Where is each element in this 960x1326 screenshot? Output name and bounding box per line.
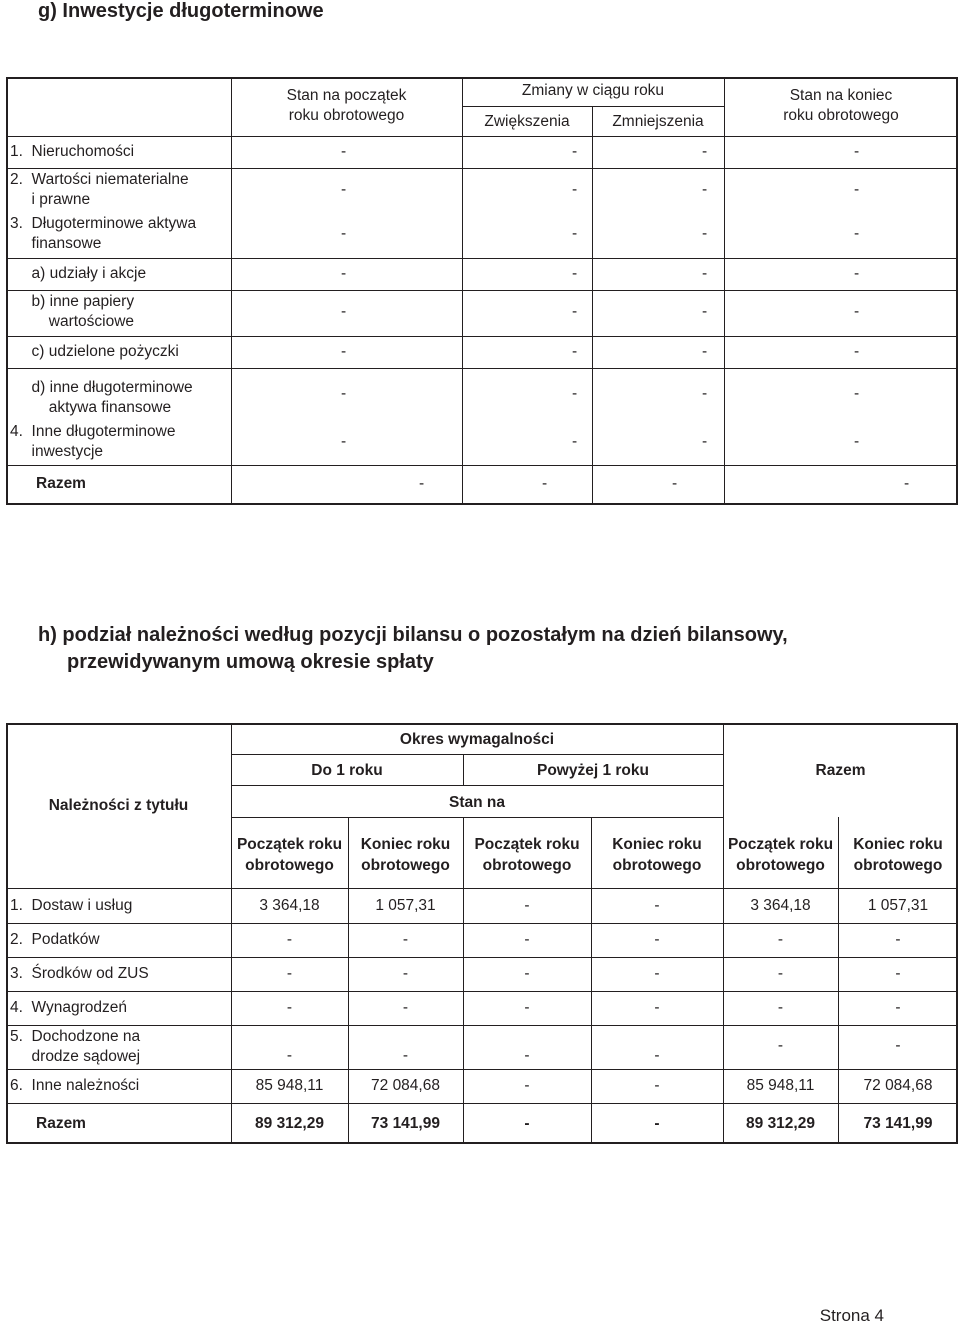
h-period-header [591, 834, 723, 876]
g-row-label [10, 170, 230, 210]
h-row-label [10, 930, 230, 950]
h-cell-value: - [524, 1047, 530, 1064]
g-cell-value: - [702, 181, 708, 198]
g-cell-value: - [702, 143, 708, 160]
g-cell-value: - [341, 225, 347, 242]
h-cell-value: 1 057,31 [867, 897, 929, 914]
g-cell-value: - [572, 143, 578, 160]
g-row-label [10, 378, 230, 418]
h-period-header-line: obrotowego [361, 857, 450, 874]
h-cell-value: - [654, 1077, 660, 1094]
h-row-label-line: drodze sądowej [10, 1048, 141, 1065]
h-period-header-line: Koniec roku [853, 836, 943, 853]
h-period-header-line: Koniec roku [612, 836, 702, 853]
g-row-label-line: b) inne papiery [10, 293, 135, 310]
g-cell-value: - [572, 343, 578, 360]
h-cell-value: - [654, 1047, 660, 1064]
g-total-value: - [672, 475, 678, 492]
h-row-label-line: 6. Inne należności [10, 1077, 140, 1094]
g-cell-value: - [854, 265, 860, 282]
h-period-header-line: Początek roku [236, 836, 343, 853]
h-period-header [231, 834, 348, 876]
g-row-label-line: 1. Nieruchomości [10, 143, 135, 160]
g-row-label-line: i prawne [10, 191, 91, 208]
h-row-label-line: 5. Dochodzone na [10, 1028, 141, 1045]
g-row-label-line: 4. Inne długoterminowe [10, 423, 176, 440]
g-cell-value: - [572, 303, 578, 320]
h-cell-value: - [777, 965, 784, 982]
g-total-value: - [904, 475, 910, 492]
g-cell-value: - [854, 303, 860, 320]
header-state-as-of: Stan na [449, 794, 505, 811]
h-cell-value: - [524, 931, 530, 948]
g-total-value: - [419, 475, 425, 492]
g-row-label-line: a) udziały i akcje [10, 265, 147, 282]
h-period-header-line: Początek roku [474, 836, 580, 853]
h-cell-value: - [654, 965, 660, 982]
header-changes-during-year: Zmiany w ciągu roku [521, 82, 665, 99]
h-cell-value: - [402, 999, 409, 1016]
g-row-label [10, 292, 230, 332]
h-cell-value: - [654, 931, 660, 948]
h-cell-value: - [286, 965, 293, 982]
h-cell-value: 85 948,11 [255, 1077, 324, 1094]
g-cell-value: - [341, 343, 347, 360]
g-cell-value: - [341, 265, 347, 282]
g-cell-value: - [854, 143, 860, 160]
g-row-label [10, 214, 230, 254]
section-h-title-line2: przewidywanym umową okresie spłaty [67, 651, 434, 673]
h-total-label: Razem [36, 1115, 86, 1132]
g-cell-value: - [341, 433, 347, 450]
page-number: Strona 4 [819, 1306, 884, 1325]
h-period-header [348, 834, 463, 876]
header-total: Razem [815, 762, 866, 779]
g-row-label-line: c) udzielone pożyczki [10, 343, 179, 360]
g-cell-value: - [341, 143, 347, 160]
section-g-title: g) Inwestycje długoterminowe [38, 0, 324, 22]
g-row-label [10, 142, 230, 162]
g-cell-value: - [702, 385, 708, 402]
h-period-header [723, 834, 838, 876]
g-cell-value: - [854, 181, 860, 198]
h-row-label [10, 896, 230, 916]
g-row-label [10, 422, 230, 462]
g-cell-value: - [572, 265, 578, 282]
h-cell-value: - [524, 965, 530, 982]
g-row-label-line: 3. Długoterminowe aktywa [10, 215, 197, 232]
g-cell-value: - [341, 181, 347, 198]
g-row-label-line: aktywa finansowe [10, 399, 172, 416]
g-row-label-line: finansowe [10, 235, 102, 252]
g-total-value: - [542, 475, 548, 492]
h-total-value: 89 312,29 [255, 1115, 324, 1132]
h-cell-value: 3 364,18 [750, 897, 811, 914]
g-cell-value: - [341, 303, 347, 320]
header-receivables-from: Należności z tytułu [48, 797, 189, 814]
h-cell-value: - [777, 1037, 784, 1054]
h-period-header-line: obrotowego [736, 857, 825, 874]
g-cell-value: - [854, 385, 860, 402]
g-cell-value: - [572, 225, 578, 242]
h-cell-value: - [402, 965, 409, 982]
header-end-of-year: Stan na koniec roku obrotowego [783, 87, 899, 124]
g-cell-value: - [702, 225, 708, 242]
h-cell-value: - [895, 931, 901, 948]
g-cell-value: - [702, 433, 708, 450]
h-cell-value: 3 364,18 [259, 897, 320, 914]
h-cell-value: - [286, 999, 293, 1016]
g-row-label [10, 342, 230, 362]
h-row-label [10, 964, 230, 984]
h-row-label-line: 3. Środków od ZUS [10, 965, 149, 982]
h-period-header-line: Początek roku [727, 836, 834, 853]
h-cell-value: - [524, 897, 530, 914]
g-cell-value: - [854, 343, 860, 360]
h-period-header-line: obrotowego [245, 857, 334, 874]
g-row-label-line: 2. Wartości niematerialne [10, 171, 189, 188]
h-cell-value: - [286, 1047, 293, 1064]
h-row-label-line: 2. Podatków [10, 931, 100, 948]
h-total-value: - [654, 1115, 660, 1132]
header-start-of-year: Stan na początek roku obrotowego [286, 87, 407, 124]
h-row-label [10, 998, 230, 1018]
h-cell-value: - [524, 999, 530, 1016]
g-cell-value: - [702, 303, 708, 320]
g-row-label-line: wartościowe [10, 313, 135, 330]
h-cell-value: 1 057,31 [375, 897, 436, 914]
h-row-label [10, 1076, 230, 1096]
header-up-to-1-year: Do 1 roku [311, 762, 383, 779]
g-cell-value: - [572, 181, 578, 198]
h-cell-value: 72 084,68 [863, 1077, 933, 1094]
h-cell-value: 85 948,11 [746, 1077, 815, 1094]
h-total-value: 89 312,29 [746, 1115, 815, 1132]
h-row-label [10, 1027, 230, 1067]
h-cell-value: 72 084,68 [371, 1077, 440, 1094]
g-cell-value: - [702, 343, 708, 360]
g-cell-value: - [854, 225, 860, 242]
header-over-1-year: Powyżej 1 roku [537, 762, 649, 779]
h-row-label-line: 1. Dostaw i usług [10, 897, 133, 914]
g-cell-value: - [854, 433, 860, 450]
g-cell-value: - [702, 265, 708, 282]
header-maturity-period: Okres wymagalności [399, 731, 555, 748]
h-period-header [463, 834, 591, 876]
h-cell-value: - [777, 999, 784, 1016]
header-decrease: Zmniejszenia [612, 113, 704, 130]
h-period-header-line: obrotowego [482, 857, 572, 874]
h-row-label-line: 4. Wynagrodzeń [10, 999, 128, 1016]
section-h-title-line1: h) podział należności według pozycji bilansu o pozostałym na dzień bilansowy, [38, 624, 788, 646]
h-period-header-line: obrotowego [612, 857, 702, 874]
h-total-value: 73 141,99 [371, 1115, 440, 1132]
header-increase: Zwiększenia [484, 113, 570, 130]
g-cell-value: - [572, 385, 578, 402]
h-period-header-line: obrotowego [853, 857, 943, 874]
h-total-value: 73 141,99 [863, 1115, 933, 1132]
h-cell-value: - [286, 931, 293, 948]
h-period-header [838, 834, 958, 876]
h-period-header-line: Koniec roku [360, 836, 451, 853]
h-cell-value: - [654, 999, 660, 1016]
g-row-label-line: d) inne długoterminowe [10, 379, 193, 396]
h-cell-value: - [524, 1077, 530, 1094]
g-row-label-line: inwestycje [10, 443, 104, 460]
h-cell-value: - [402, 931, 409, 948]
h-cell-value: - [895, 999, 901, 1016]
g-cell-value: - [572, 433, 578, 450]
h-total-value: - [524, 1115, 530, 1132]
h-cell-value: - [777, 931, 784, 948]
h-cell-value: - [402, 1047, 409, 1064]
g-cell-value: - [341, 385, 347, 402]
g-total-label: Razem [36, 475, 86, 492]
h-cell-value: - [654, 897, 660, 914]
h-cell-value: - [895, 1037, 901, 1054]
g-row-label [10, 264, 230, 284]
h-cell-value: - [895, 965, 901, 982]
